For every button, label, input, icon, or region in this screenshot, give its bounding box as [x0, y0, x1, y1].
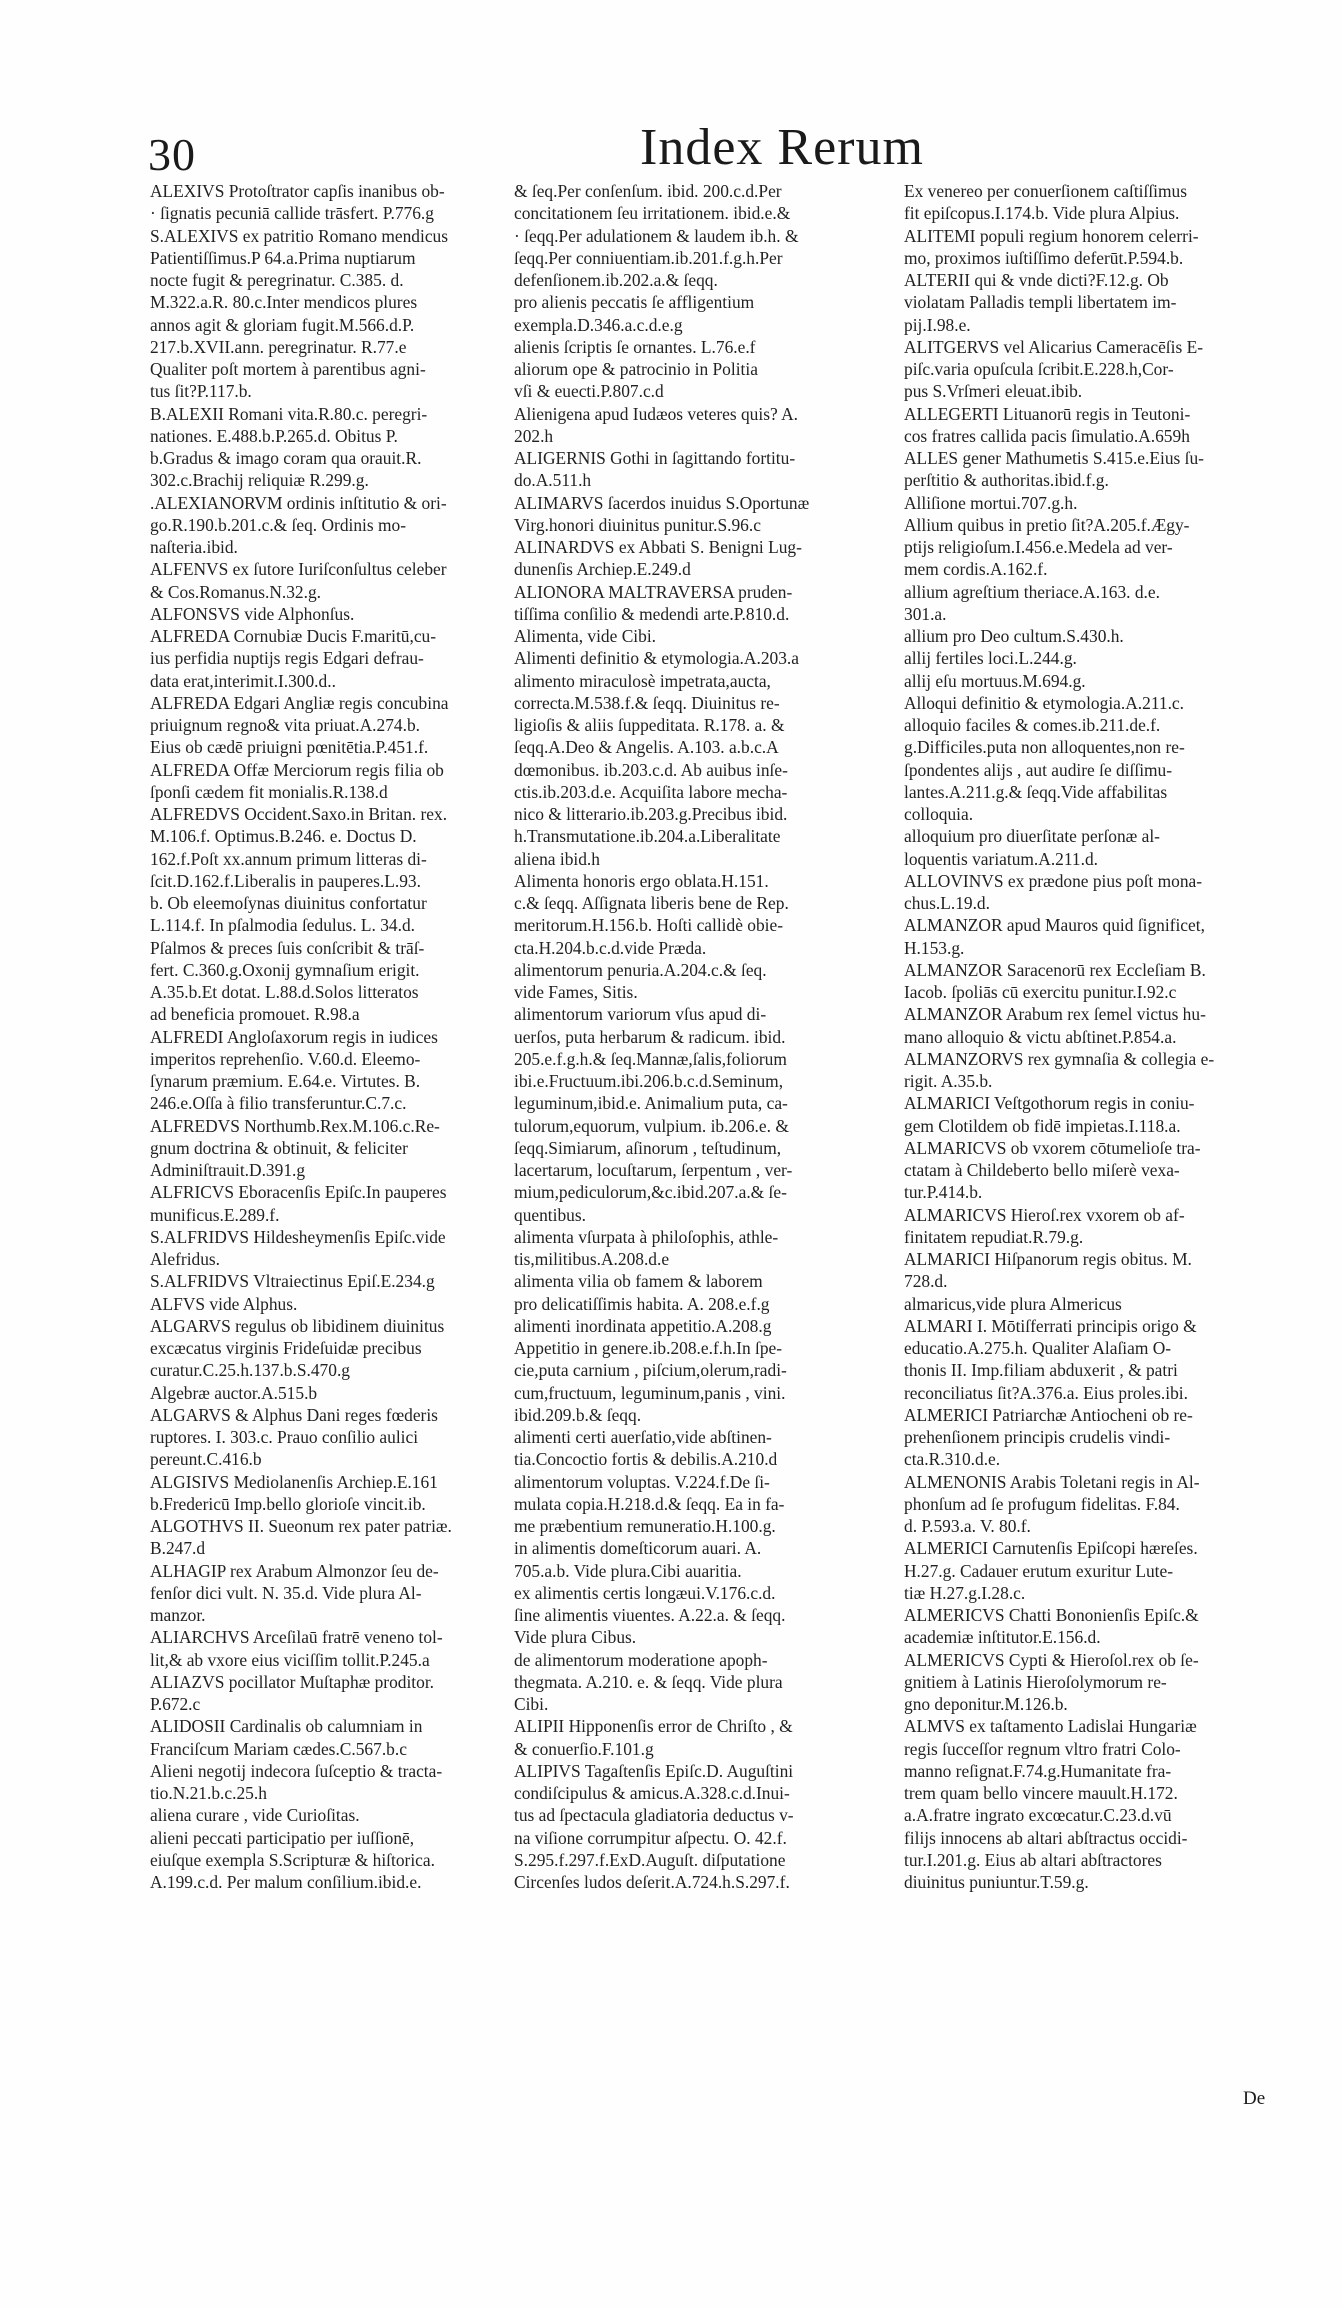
index-line: ALIGERNIS Gothi in ſagittando fortitu- — [514, 448, 796, 468]
page-number: 30 — [148, 129, 196, 180]
index-line: c.& ſeqq. Aſſignata liberis bene de Rep. — [514, 893, 789, 913]
index-column-1 — [150, 180, 506, 1893]
index-line: ibid.209.b.& ſeqq. — [514, 1404, 642, 1425]
index-line: manno reſignat.F.74.g.Humanitate fra- — [904, 1760, 1172, 1781]
index-line: P.672.c — [150, 1694, 201, 1714]
index-line: dunenſis Archiep.E.249.d — [514, 559, 691, 580]
index-line: exempla.D.346.a.c.d.e.g — [514, 314, 683, 335]
index-line: ALMARICVS ob vxorem cōtumelioſe tra- — [904, 1137, 1201, 1158]
index-line: ſeqq.A.Deo & Angelis. A.103. a.b.c.A — [514, 737, 779, 758]
index-line: naſteria.ibid. — [150, 537, 238, 557]
index-column-3 — [904, 180, 1272, 1893]
index-line: ALIPIVS Tagaſtenſis Epiſc.D. Auguſtini — [514, 1760, 794, 1781]
index-line: H.153.g. — [904, 937, 965, 958]
index-line: gno deponitur.M.126.b. — [904, 1694, 1068, 1714]
index-line: tur.P.414.b. — [904, 1182, 983, 1203]
index-line: pro alienis peccatis ſe affligentium — [514, 292, 755, 313]
index-line: Alimenta honoris ergo oblata.H.151. — [514, 870, 769, 891]
index-line: excæcatus virginis Frideſuidæ precibus — [150, 1338, 422, 1358]
index-line: a.A.fratre ingrato excœcatur.C.23.d.vū — [904, 1805, 1172, 1826]
index-line: alloquium pro diuerſitate perſonæ al- — [904, 826, 1160, 847]
index-line: tio.N.21.b.c.25.h — [150, 1783, 267, 1803]
index-line: phonſum ad ſe profugum fidelitas. F.84. — [904, 1493, 1180, 1514]
index-line: g.Difficiles.puta non alloquentes,non re- — [904, 737, 1185, 758]
index-line: cta.H.204.b.c.d.vide Præda. — [514, 937, 707, 958]
index-line: eiuſque exempla S.Scripturæ & hiſtorica. — [150, 1849, 435, 1870]
index-line: regis ſucceſſor regnum vltro fratri Colo- — [904, 1738, 1181, 1759]
index-line: & Cos.Romanus.N.32.g. — [150, 581, 322, 602]
index-line: gem Clotildem ob fidē impietas.I.118.a. — [904, 1115, 1181, 1136]
index-line: almaricus,vide plura Almericus — [904, 1293, 1122, 1314]
index-line: filijs innocens ab altari abſtractus occidi- — [904, 1827, 1188, 1848]
index-line: ALMERICI Carnutenſis Epiſcopi hæreſes. — [904, 1538, 1198, 1559]
index-line: Circenſes ludos deſerit.A.724.h.S.297.f. — [514, 1872, 790, 1892]
index-line: fit epiſcopus.I.174.b. Vide plura Alpius. — [904, 203, 1180, 224]
index-line: .ALEXIANORVM ordinis inſtitutio & ori- — [150, 492, 447, 513]
index-line: ALFVS vide Alphus. — [150, 1293, 298, 1314]
index-line: ALMANZOR apud Mauros quid ſignificet, — [904, 915, 1205, 936]
index-line: ALFRICVS Eboracenſis Epiſc.In pauperes — [150, 1182, 447, 1203]
index-line: & ſeq.Per conſenſum. ibid. 200.c.d.Per — [514, 181, 782, 201]
index-line: ALMERICVS Cypti & Hieroſol.rex ob ſe- — [904, 1649, 1199, 1670]
index-line: piſc.varia opuſcula ſcribit.E.228.h,Cor- — [904, 359, 1174, 379]
index-line: ligioſis & aliis ſuppeditata. R.178. a. & — [514, 715, 785, 735]
index-line: Virg.honori diuinitus punitur.S.96.c — [514, 514, 761, 535]
index-line: 302.c.Brachij reliquiæ R.299.g. — [150, 470, 369, 491]
index-line: Franciſcum Mariam cædes.C.567.b.c — [150, 1738, 407, 1759]
index-line: S.ALFRIDVS Hildesheymenſis Epiſc.vide — [150, 1226, 446, 1247]
index-line: Algebræ auctor.A.515.b — [150, 1382, 318, 1403]
index-line: b. Ob eleemoſynas diuinitus confortatur — [150, 893, 427, 913]
index-line: Pſalmos & preces ſuis conſcribit & trāſ- — [150, 937, 425, 958]
index-line: Iacob. ſpoliās cū exercitu punitur.I.92.c — [904, 982, 1177, 1002]
index-line: ALIAZVS pocillator Muſtaphæ proditor. — [150, 1671, 435, 1692]
index-line: ALFREDVS Northumb.Rex.M.106.c.Re- — [150, 1115, 440, 1136]
index-line: ALGARVS regulus ob libidinem diuinitus — [150, 1315, 445, 1336]
index-line: ALIMARVS ſacerdos inuidus S.Oportunæ — [514, 492, 810, 513]
index-line: 162.f.Poſt xx.annum primum litteras di- — [150, 848, 427, 869]
index-line: ſeqq.Per conniuentiam.ib.201.f.g.h.Per — [514, 247, 783, 268]
index-line: ALINARDVS ex Abbati S. Benigni Lug- — [514, 537, 802, 557]
index-line: · ſignatis pecuniā callide trāsfert. P.776.g — [150, 203, 434, 224]
index-line: manzor. — [150, 1605, 206, 1625]
index-line: aliena ibid.h — [514, 848, 600, 869]
index-line: H.27.g. Cadauer erutum exuritur Lute- — [904, 1560, 1173, 1581]
index-line: priuignum regno& vita priuat.A.274.b. — [150, 715, 420, 735]
index-line: cos fratres callida pacis ſimulatio.A.659h — [904, 425, 1190, 446]
index-line: me præbentium remuneratio.H.100.g. — [514, 1516, 776, 1536]
index-line: ſpondentes alijs , aut audire ſe diſſimu- — [904, 759, 1173, 780]
index-line: trem quam bello vincere mauult.H.172. — [904, 1783, 1178, 1803]
index-line: alimento miraculosè impetrata,aucta, — [514, 670, 771, 691]
index-line: b.Fredericū Imp.bello glorioſe vincit.ib. — [150, 1493, 426, 1514]
index-line: ALTERII qui & vnde dicti?F.12.g. Ob — [904, 270, 1169, 290]
index-line: ALIPII Hipponenſis error de Chriſto , & — [514, 1716, 793, 1737]
index-line: ALGISIVS Mediolanenſis Archiep.E.161 — [150, 1471, 438, 1492]
index-line: ALMARI I. Mōtiſferrati principis origo & — [904, 1315, 1197, 1336]
index-line: thegmata. A.210. e. & ſeqq. Vide plura — [514, 1671, 783, 1692]
index-line: tiſſima conſilio & medendi arte.P.810.d. — [514, 603, 790, 624]
index-line: ALFREDA Offæ Merciorum regis filia ob — [150, 759, 444, 780]
index-line: vſi & euecti.P.807.c.d — [514, 381, 664, 402]
index-line: ALFREDA Cornubiæ Ducis F.maritū,cu- — [150, 626, 437, 646]
index-line: alimentorum voluptas. V.224.f.De ſi- — [514, 1471, 770, 1492]
index-line: gnum doctrina & obtinuit, & feliciter — [150, 1137, 408, 1158]
index-line: tur.I.201.g. Eius ab altari abſtractores — [904, 1849, 1162, 1870]
index-line: ſponſi cædem fit monialis.R.138.d — [150, 781, 388, 802]
index-line: alimentorum variorum vſus apud di- — [514, 1004, 767, 1025]
index-line: mulata copia.H.218.d.& ſeqq. Ea in fa- — [514, 1493, 785, 1514]
index-line: loquentis variatum.A.211.d. — [904, 848, 1099, 869]
index-line: tis,militibus.A.208.d.e — [514, 1249, 670, 1269]
index-line: ALIONORA MALTRAVERSA pruden- — [514, 581, 793, 602]
index-line: Alefridus. — [150, 1249, 221, 1269]
index-line: concitationem ſeu irritationem. ibid.e.& — [514, 203, 791, 224]
index-line: tiæ H.27.g.I.28.c. — [904, 1582, 1026, 1603]
index-line: ibi.e.Fructuum.ibi.206.b.c.d.Seminum, — [514, 1071, 784, 1091]
index-line: ALITGERVS vel Alicarius Cameracēſis E- — [904, 336, 1203, 357]
index-line: ptijs religioſum.I.456.e.Medela ad ver- — [904, 537, 1173, 557]
index-line: allij eſu mortuus.M.694.g. — [904, 670, 1086, 691]
index-line: nationes. E.488.b.P.265.d. Obitus P. — [150, 425, 398, 446]
index-line: ALITEMI populi regium honorem celerri- — [904, 225, 1199, 246]
index-line: Cibi. — [514, 1694, 549, 1714]
index-line: 246.e.Oſſa à filio transferuntur.C.7.c. — [150, 1093, 407, 1114]
index-line: correcta.M.538.f.& ſeqq. Diuinitus re- — [514, 692, 780, 713]
index-line: ALGARVS & Alphus Dani reges fœderis — [150, 1404, 438, 1425]
index-line: chus.L.19.d. — [904, 893, 990, 913]
index-line: Vide plura Cibus. — [514, 1627, 637, 1648]
index-line: do.A.511.h — [514, 470, 592, 491]
index-line: colloquia. — [904, 804, 974, 824]
index-line: mium,pediculorum,&c.ibid.207.a.& ſe- — [514, 1182, 787, 1203]
index-line: alimenti inordinata appetitio.A.208.g — [514, 1315, 772, 1336]
index-line: M.106.f. Optimus.B.246. e. Doctus D. — [150, 826, 417, 847]
index-line: allium pro Deo cultum.S.430.h. — [904, 626, 1124, 646]
index-line: Appetitio in genere.ib.208.e.f.h.In ſpe- — [514, 1338, 783, 1358]
index-line: cie,puta carnium , piſcium,olerum,radi- — [514, 1360, 787, 1381]
index-line: ctis.ib.203.d.e. Acquiſita labore mecha- — [514, 781, 788, 802]
index-line: S.295.f.297.f.ExD.Auguſt. diſputatione — [514, 1849, 786, 1870]
index-line: pereunt.C.416.b — [150, 1449, 262, 1470]
index-line: Ex venereo per conuerſionem caſtiſſimus — [904, 181, 1187, 201]
index-line: d. P.593.a. V. 80.f. — [904, 1516, 1031, 1536]
index-line: ALMANZOR Arabum rex ſemel victus hu- — [904, 1004, 1206, 1025]
index-line: M.322.a.R. 80.c.Inter mendicos plures — [150, 292, 418, 313]
index-line: de alimentorum moderatione apoph- — [514, 1649, 768, 1670]
index-line: gnitiem à Latinis Hieroſolymorum re- — [904, 1671, 1167, 1692]
index-line: ALMANZOR Saracenorū rex Eccleſiam B. — [904, 959, 1206, 980]
index-line: munificus.E.289.f. — [150, 1204, 280, 1225]
index-line: ALLOVINVS ex prædone pius poſt mona- — [904, 870, 1203, 891]
index-line: alloquio faciles & comes.ib.211.de.f. — [904, 715, 1161, 735]
index-line: ALMANZORVS rex gymnaſia & collegia e- — [904, 1048, 1215, 1069]
index-line: ALMARICI Hiſpanorum regis obitus. M. — [904, 1249, 1192, 1269]
index-line: thonis II. Imp.filiam abduxerit , & patri — [904, 1360, 1178, 1381]
index-line: finitatem repudiat.R.79.g. — [904, 1226, 1084, 1247]
index-line: b.Gradus & imago coram qua orauit.R. — [150, 448, 422, 468]
index-line: ruptores. I. 303.c. Prauo conſilio aulici — [150, 1427, 419, 1447]
index-line: reconciliatus ſit?A.376.a. Eius proles.ibi. — [904, 1382, 1188, 1403]
index-line: & conuerſio.F.101.g — [514, 1738, 654, 1759]
index-line: violatam Palladis templi libertatem im- — [904, 292, 1177, 313]
index-line: ALMARICVS Hieroſ.rex vxorem ob af- — [904, 1204, 1185, 1225]
index-line: ALGOTHVS II. Sueonum rex pater patriæ. — [150, 1516, 452, 1536]
index-line: imperitos reprehenſio. V.60.d. Eleemo- — [150, 1048, 421, 1069]
index-line: 705.a.b. Vide plura.Cibi auaritia. — [514, 1560, 742, 1581]
index-line: Allium quibus in pretio ſit?A.205.f.Ægy- — [904, 514, 1190, 535]
index-line: Alliſione mortui.707.g.h. — [904, 492, 1078, 513]
index-line: cum,fructuum, leguminum,panis , vini. — [514, 1382, 786, 1403]
index-line: Qualiter poſt mortem à parentibus agni- — [150, 359, 426, 379]
index-line: diuinitus puniuntur.T.59.g. — [904, 1872, 1089, 1892]
index-line: pus S.Vrſmeri eleuat.ibib. — [904, 381, 1083, 402]
index-line: meritorum.H.156.b. Hoſti callidè obie- — [514, 915, 784, 936]
index-column-2 — [514, 180, 894, 1893]
index-line: A.35.b.Et dotat. L.88.d.Solos litteratos — [150, 982, 419, 1002]
index-line: S.ALFRIDVS Vltraiectinus Epiſ.E.234.g — [150, 1271, 435, 1292]
index-line: B.ALEXII Romani vita.R.80.c. peregri- — [150, 403, 428, 424]
index-line: B.247.d — [150, 1538, 206, 1559]
index-line: ALMERICVS Chatti Bononienſis Epiſc.& — [904, 1605, 1199, 1625]
index-line: Alimenta, vide Cibi. — [514, 626, 657, 646]
index-line: alimenti certi auerſatio,vide abſtinen- — [514, 1427, 772, 1447]
running-head: Index Rerum — [640, 119, 924, 176]
index-line: aliena curare , vide Curioſitas. — [150, 1805, 360, 1826]
index-line: ALIARCHVS Arceſilaū fratrē veneno tol- — [150, 1627, 443, 1648]
index-line: 217.b.XVII.ann. peregrinatur. R.77.e — [150, 336, 407, 357]
index-line: ALFREDI Angloſaxorum regis in iudices — [150, 1026, 438, 1047]
index-line: Alimenti definitio & etymologia.A.203.a — [514, 648, 799, 669]
index-line: tus ſit?P.117.b. — [150, 381, 252, 402]
index-line: 202.h — [514, 425, 554, 446]
index-line: academiæ inſtitutor.E.156.d. — [904, 1627, 1101, 1648]
index-line: annos agit & gloriam fugit.M.566.d.P. — [150, 314, 415, 335]
index-line: ſcit.D.162.f.Liberalis in pauperes.L.93. — [150, 870, 421, 891]
index-line: pro delicatiſſimis habita. A. 208.e.f.g — [514, 1293, 770, 1314]
index-line: ALFREDA Edgari Angliæ regis concubina — [150, 692, 449, 713]
index-line: fenſor dici vult. N. 35.d. Vide plura Al- — [150, 1582, 422, 1603]
index-line: prehenſionem principis crudelis vindi- — [904, 1427, 1171, 1447]
index-line: ALIDOSII Cardinalis ob calumniam in — [150, 1716, 423, 1737]
index-line: alimenta vſurpata à philoſophis, athle- — [514, 1226, 779, 1247]
index-line: uerſos, puta herbarum & radicum. ibid. — [514, 1026, 786, 1047]
index-line: tulorum,equorum, vulpium. ib.206.e. & — [514, 1115, 789, 1136]
index-line: h.Transmutatione.ib.204.a.Liberalitate — [514, 826, 781, 847]
index-line: ctatam à Childeberto bello miſerè vexa- — [904, 1160, 1180, 1180]
index-line: rigit. A.35.b. — [904, 1071, 993, 1091]
index-line: 728.d. — [904, 1271, 948, 1292]
index-line: nocte fugit & peregrinatur. C.385. d. — [150, 270, 404, 290]
index-line: 301.a. — [904, 603, 947, 624]
index-line: quentibus. — [514, 1204, 586, 1225]
index-line: allij fertiles loci.L.244.g. — [904, 648, 1077, 669]
index-line: ALHAGIP rex Arabum Almonzor ſeu de- — [150, 1560, 439, 1581]
index-line: ALMERICI Patriarchæ Antiocheni ob re- — [904, 1404, 1193, 1425]
index-line: Alieni negotij indecora ſuſceptio & tracta- — [150, 1760, 443, 1781]
index-line: leguminum,ibid.e. Animalium puta, ca- — [514, 1093, 788, 1114]
index-line: in alimentis domeſticorum auari. A. — [514, 1538, 762, 1559]
index-line: alienis ſcriptis ſe ornantes. L.76.e.f — [514, 336, 756, 357]
index-line: na viſione corrumpitur aſpectu. O. 42.f. — [514, 1827, 787, 1848]
index-line: dœmonibus. ib.203.c.d. Ab auibus inſe- — [514, 759, 788, 780]
index-line: nico & litterario.ib.203.g.Precibus ibid. — [514, 804, 788, 824]
index-line: pij.I.98.e. — [904, 314, 971, 335]
catchword: De — [1243, 2088, 1266, 2109]
index-line: fert. C.360.g.Oxonij gymnaſium erigit. — [150, 959, 420, 980]
index-line: ALLEGERTI Lituanorū regis in Teutoni- — [904, 403, 1191, 424]
index-line: ALMVS ex taſtamento Ladislai Hungariæ — [904, 1716, 1197, 1737]
index-line: Eius ob cædē priuigni pœnitētia.P.451.f. — [150, 737, 429, 758]
index-line: alimentorum penuria.A.204.c.& ſeq. — [514, 959, 767, 980]
index-line: alieni peccati participatio per iuſſionē, — [150, 1827, 415, 1848]
index-line: ALFONSVS vide Alphonſus. — [150, 603, 355, 624]
index-line: cta.R.310.d.e. — [904, 1449, 1001, 1470]
index-line: perſtitio & authoritas.ibid.f.g. — [904, 470, 1109, 491]
index-line: ALFREDVS Occident.Saxo.in Britan. rex. — [150, 804, 448, 824]
index-line: curatur.C.25.h.137.b.S.470.g — [150, 1360, 350, 1381]
index-line: aliorum ope & patrocinio in Politia — [514, 359, 758, 379]
index-line: Alloqui definitio & etymologia.A.211.c. — [904, 692, 1184, 713]
index-line: L.114.f. In pſalmodia ſedulus. L. 34.d. — [150, 915, 416, 936]
index-line: tia.Concoctio fortis & debilis.A.210.d — [514, 1449, 778, 1470]
index-line: ALMENONIS Arabis Toletani regis in Al- — [904, 1471, 1200, 1492]
index-line: ius perfidia nuptijs regis Edgari defrau- — [150, 648, 424, 669]
index-line: ſynarum præmium. E.64.e. Virtutes. B. — [150, 1071, 421, 1091]
index-line: Adminiſtrauit.D.391.g — [150, 1160, 306, 1180]
index-line: ALMARICI Veſtgothorum regis in coniu- — [904, 1093, 1195, 1114]
index-line: 205.e.f.g.h.& ſeq.Mannæ,ſalis,foliorum — [514, 1048, 787, 1069]
index-line: alimenta vilia ob famem & laborem — [514, 1271, 763, 1292]
index-line: mo, proximos iuſtiſſimo deferūt.P.594.b. — [904, 247, 1184, 268]
index-line: S.ALEXIVS ex patritio Romano mendicus — [150, 225, 449, 246]
index-line: ſeqq.Simiarum, aſinorum , teſtudinum, — [514, 1137, 782, 1158]
index-line: Patientiſſimus.P 64.a.Prima nuptiarum — [150, 247, 416, 268]
index-line: lantes.A.211.g.& ſeqq.Vide affabilitas — [904, 781, 1168, 802]
index-line: go.R.190.b.201.c.& ſeq. Ordinis mo- — [150, 514, 407, 535]
index-line: defenſionem.ib.202.a.& ſeqq. — [514, 270, 718, 290]
index-line: mano alloquio & victu abſtinet.P.854.a. — [904, 1026, 1177, 1047]
index-line: tus ad ſpectacula gladiatoria deductus v- — [514, 1805, 794, 1826]
index-line: data erat,interimit.I.300.d.. — [150, 670, 336, 691]
index-line: ſine alimentis viuentes. A.22.a. & ſeqq. — [514, 1605, 786, 1625]
index-line: ALFENVS ex ſutore Iuriſconſultus celeber — [150, 559, 447, 580]
index-line: allium agreſtium theriace.A.163. d.e. — [904, 581, 1160, 602]
index-line: ALEXIVS Protoſtrator capſis inanibus ob- — [150, 181, 445, 201]
index-line: lacertarum, locuſtarum, ſerpentum , ver- — [514, 1160, 793, 1180]
index-line: ex alimentis certis longæui.V.176.c.d. — [514, 1582, 776, 1603]
index-line: mem cordis.A.162.f. — [904, 559, 1048, 580]
index-line: A.199.c.d. Per malum conſilium.ibid.e. — [150, 1872, 422, 1892]
index-line: educatio.A.275.h. Qualiter Alaſiam O- — [904, 1338, 1172, 1358]
index-line: lit,& ab vxore eius viciſſim tollit.P.245.a — [150, 1649, 430, 1670]
index-line: Alienigena apud Iudæos veteres quis? A. — [514, 403, 798, 424]
index-line: · ſeqq.Per adulationem & laudem ib.h. & — [514, 225, 799, 246]
index-line: vide Fames, Sitis. — [514, 982, 638, 1002]
index-line: condiſcipulus & amicus.A.328.c.d.Inui- — [514, 1783, 790, 1803]
index-line: ad beneficia promouet. R.98.a — [150, 1004, 360, 1025]
index-line: ALLES gener Mathumetis S.415.e.Eius ſu- — [904, 448, 1204, 468]
